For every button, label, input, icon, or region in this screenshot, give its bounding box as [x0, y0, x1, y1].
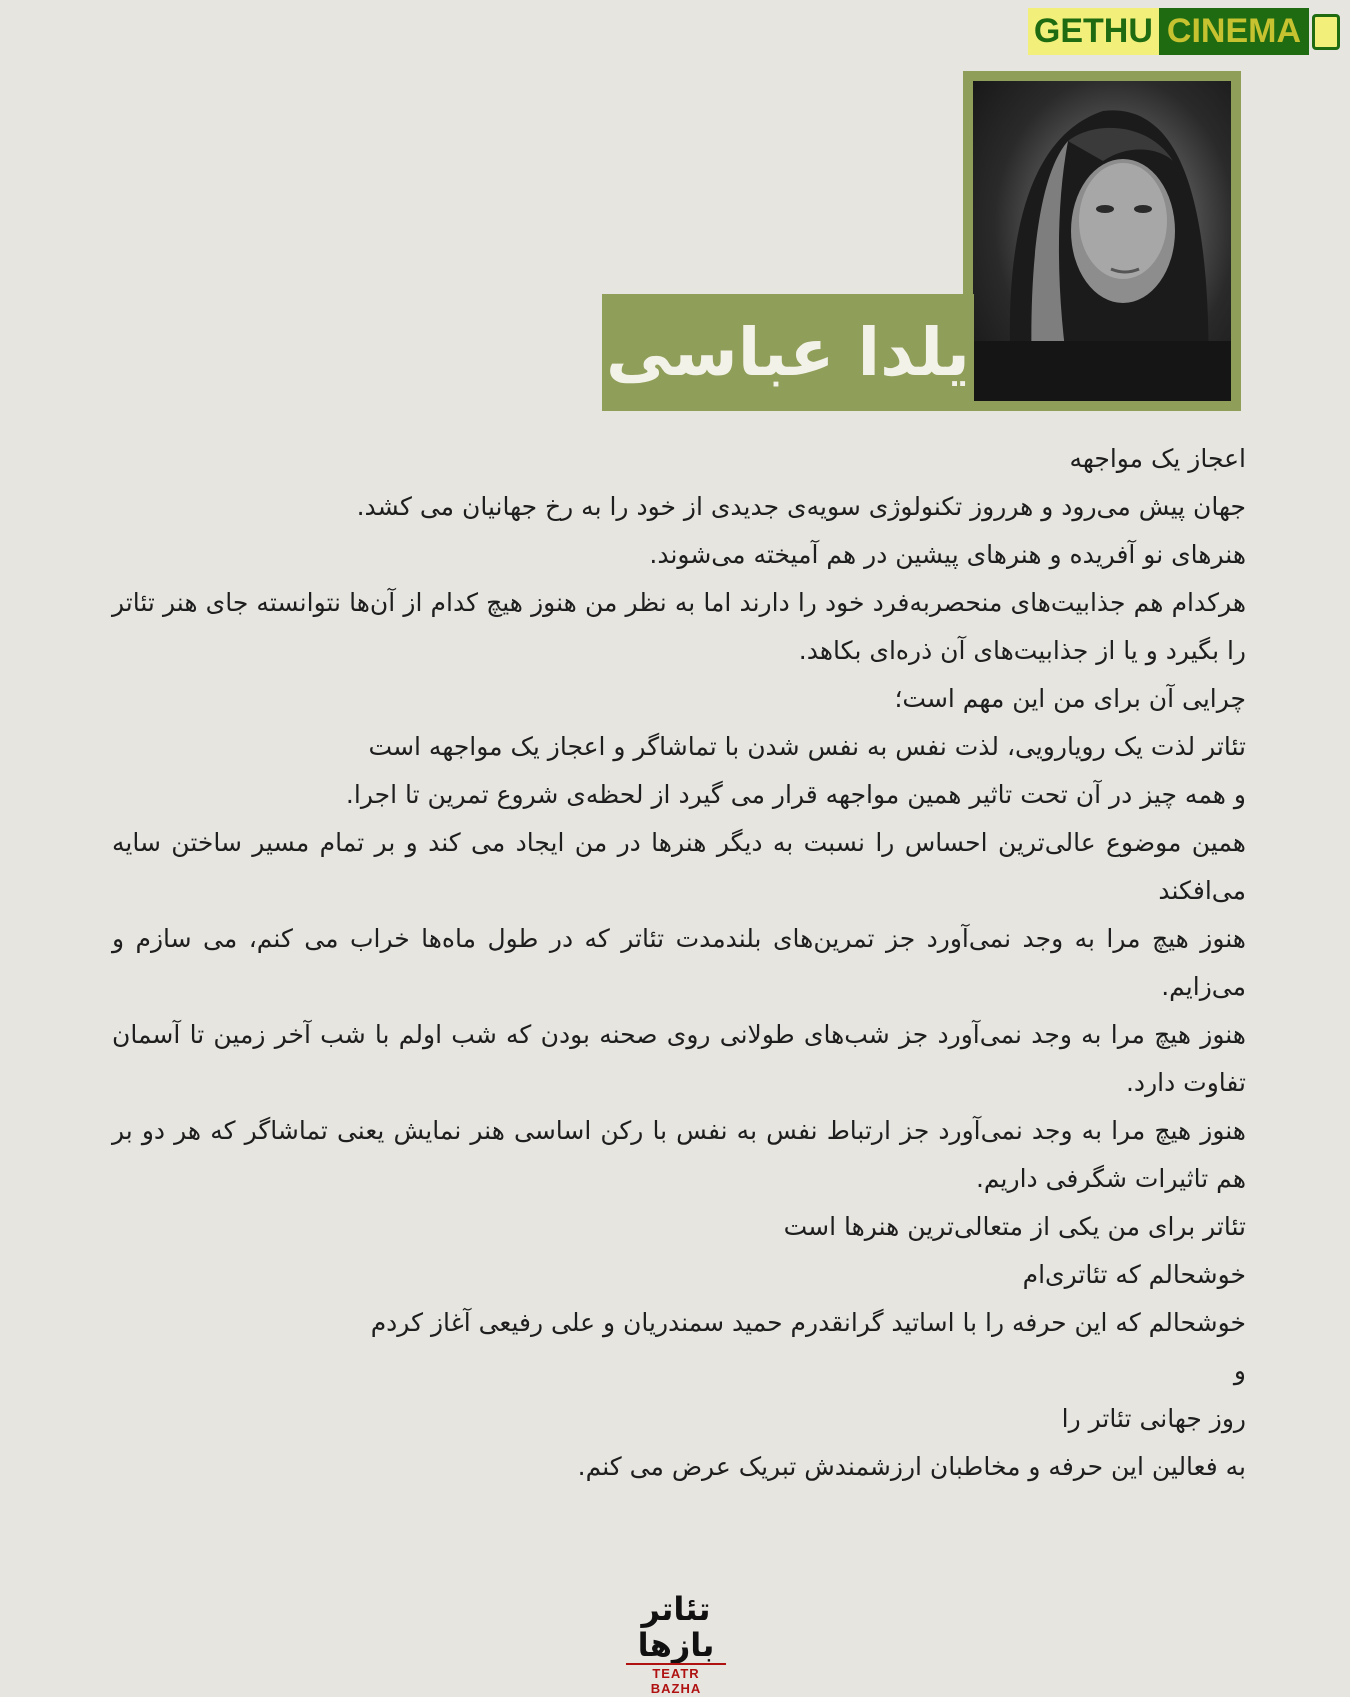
watermark: [1028, 8, 1340, 55]
article-body: [112, 435, 1246, 1491]
article-line: به فعالین این حرفه و مخاطبان ارزشمندش تبریک عرض می کنم.: [577, 1452, 1246, 1481]
article-line: هنرهای نو آفریده و هنرهای پیشین در هم آمیخته می‌شوند.: [649, 540, 1246, 569]
watermark-part-1: GETHU: [1028, 8, 1159, 55]
portrait-frame: [963, 71, 1241, 411]
teatr-bazha-logo: [626, 1590, 726, 1696]
article-line: جهان پیش می‌رود و هرروز تکنولوژی سویه‌ی جدیدی از خود را به رخ جهانیان می کشد.: [356, 492, 1246, 521]
article-line: هنوز هیچ مرا به وجد نمی‌آورد جز ارتباط نفس به نفس با رکن اساسی هنر نمایش یعنی تماشاگر که هر دو بر هم تاثیرات شگرفی داریم.: [112, 1116, 1246, 1193]
camera-icon: [1312, 14, 1340, 50]
logo-sub-text: TEATR BAZHA: [626, 1663, 726, 1696]
article-line: و: [1233, 1356, 1246, 1385]
portrait-illustration: [973, 81, 1231, 401]
article-line: روز جهانی تئاتر را: [1061, 1404, 1246, 1433]
person-name: یلدا عباسی: [606, 314, 970, 391]
article-line: خوشحالم که تئاتری‌ام: [1022, 1260, 1246, 1289]
logo-main-text: تئاتر بازها: [637, 1590, 715, 1664]
article-line: و همه چیز در آن تحت تاثیر همین مواجهه قرار می گیرد از لحظه‌ی شروع تمرین تا اجرا.: [345, 780, 1246, 809]
article-line: همین موضوع عالی‌ترین احساس را نسبت به دیگر هنرها در من ایجاد می کند و بر تمام مسیر ساختن سایه می‌افکند: [112, 828, 1246, 905]
article-line: تئاتر لذت یک رویارویی، لذت نفس به نفس شدن با تماشاگر و اعجاز یک مواجهه است: [368, 732, 1246, 761]
article-line: هرکدام هم جذابیت‌های منحصربه‌فرد خود را دارند اما به نظر من هنوز هیچ کدام از آن‌ها نتوانسته جای هنر تئاتر را بگیرد و یا از جذابیت‌های آن ذره‌ای بکاهد.: [112, 588, 1246, 665]
article-line: هنوز هیچ مرا به وجد نمی‌آورد جز تمرین‌های بلندمدت تئاتر که در طول ماه‌ها خراب می کنم، می سازم و می‌زایم.: [112, 924, 1246, 1001]
watermark-part-2: CINEMA: [1159, 8, 1309, 55]
article-line: چرایی آن برای من این مهم است؛: [894, 684, 1246, 713]
article-line: هنوز هیچ مرا به وجد نمی‌آورد جز شب‌های طولانی روی صحنه بودن که شب اولم با شب آخر زمین تا آسمان تفاوت دارد.: [112, 1020, 1246, 1097]
article-line: خوشحالم که این حرفه را با اساتید گرانقدرم حمید سمندریان و علی رفیعی آغاز کردم: [370, 1308, 1246, 1337]
portrait-photo: [973, 81, 1231, 401]
article-title: اعجاز یک مواجهه: [1069, 444, 1246, 473]
name-banner: [602, 294, 974, 411]
article-line: تئاتر برای من یکی از متعالی‌ترین هنرها است: [783, 1212, 1246, 1241]
